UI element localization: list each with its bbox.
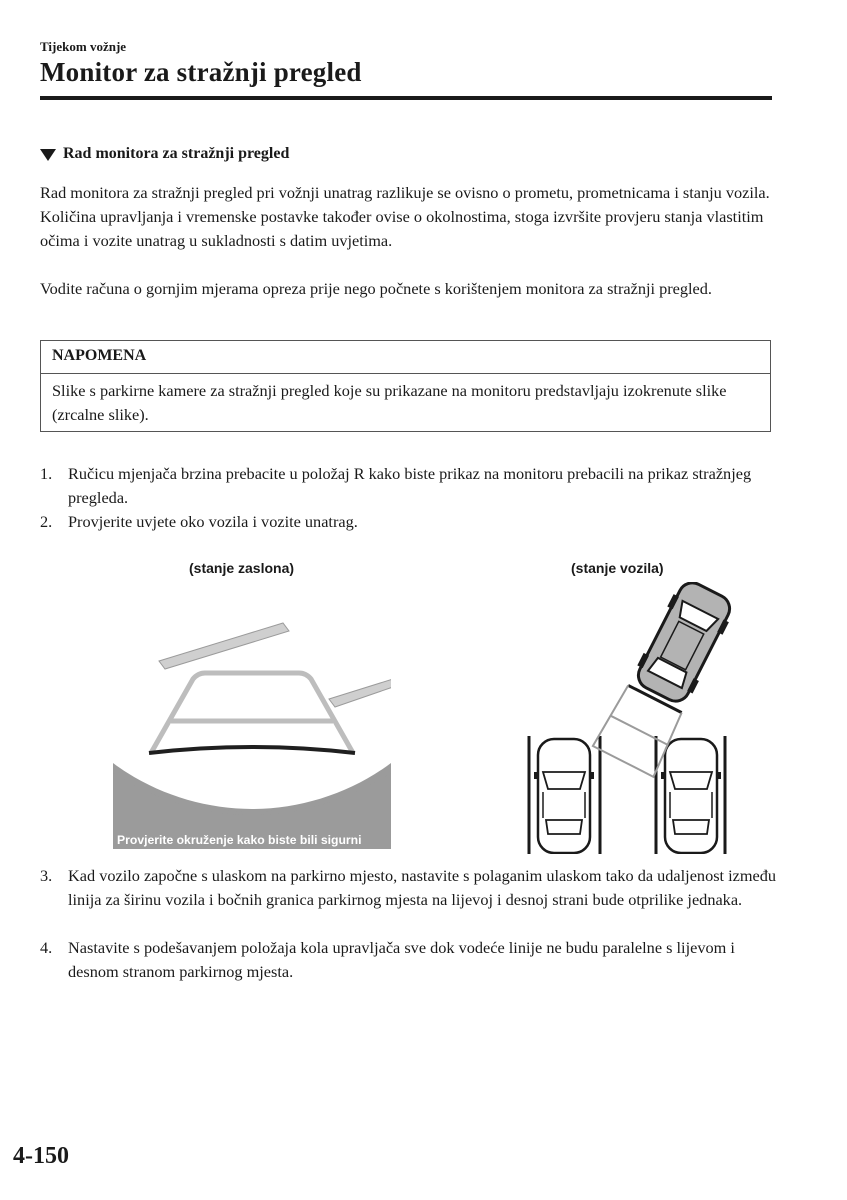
step-item-2 [40, 510, 780, 534]
parked-car-left [534, 739, 594, 853]
step-text: Ručicu mjenjača brzina prebacite u položaj R kako biste prikaz na monitoru prebacili na prikaz stražnjeg pregleda. [68, 464, 752, 507]
body-paragraph-1: Rad monitora za stražnji pregled pri vožnji unatrag razlikuje se ovisno o prometu, prometnicama i stanju vozila. Količina upravljanja i vremenske postavke također ovise o okolnostima, stoga izvršite provjeru stanja vlastitim očima i vozite unatrag u sukladnosti s datim uvjetima. [40, 183, 770, 250]
note-title: NAPOMENA [52, 347, 147, 364]
body-paragraph-2: Vodite računa o gornjim mjerama opreza prije nego počnete s korištenjem monitora za stražnji pregled. [40, 279, 712, 298]
step-item-1 [40, 462, 780, 510]
screen-caption: (stanje zaslona) [189, 560, 295, 576]
road-area [113, 617, 391, 809]
reversing-car [593, 582, 740, 778]
title-divider [40, 96, 772, 100]
step-number: 4. [40, 938, 53, 957]
vehicle-state-illustration [520, 582, 740, 854]
note-header [41, 341, 770, 374]
step-number: 1. [40, 464, 53, 483]
note-box [40, 340, 771, 432]
section-label: Tijekom vožnje [40, 39, 127, 54]
subsection-heading-text: Rad monitora za stražnji pregled [63, 145, 290, 162]
step-text: Kad vozilo započne s ulaskom na parkirno mjesto, nastavite s polaganim ulaskom tako da udaljenost između linija za širinu vozila i bočnih granica parkirnog mjesta na lijevoj i desnoj strani bude otprilike jednaka. [68, 866, 777, 909]
monitor-screen-illustration [113, 617, 391, 849]
step-number: 2. [40, 512, 53, 531]
step-item-3 [40, 864, 780, 912]
subsection-heading [40, 145, 289, 163]
step-text: Nastavite s podešavanjem položaja kola upravljača sve dok vodeće linije ne budu paralelne s lijevom i desnom stranom parkirnog mjesta. [68, 938, 735, 981]
note-text: Slike s parkirne kamere za stražnji pregled koje su prikazane na monitoru predstavljaju izokrenute slike (zrcalne slike). [52, 381, 727, 424]
vehicle-caption: (stanje vozila) [571, 560, 664, 576]
screen-warning-text: Provjerite okruženje kako biste bili sigurni [117, 833, 362, 847]
page-title: Monitor za stražnji pregled [40, 57, 362, 87]
step-number: 3. [40, 866, 53, 885]
triangle-down-icon [40, 149, 56, 161]
step-item-4 [40, 936, 780, 984]
page-number: 4-150 [13, 1143, 69, 1169]
parked-car-right [661, 739, 721, 853]
step-text: Provjerite uvjete oko vozila i vozite unatrag. [68, 512, 358, 531]
